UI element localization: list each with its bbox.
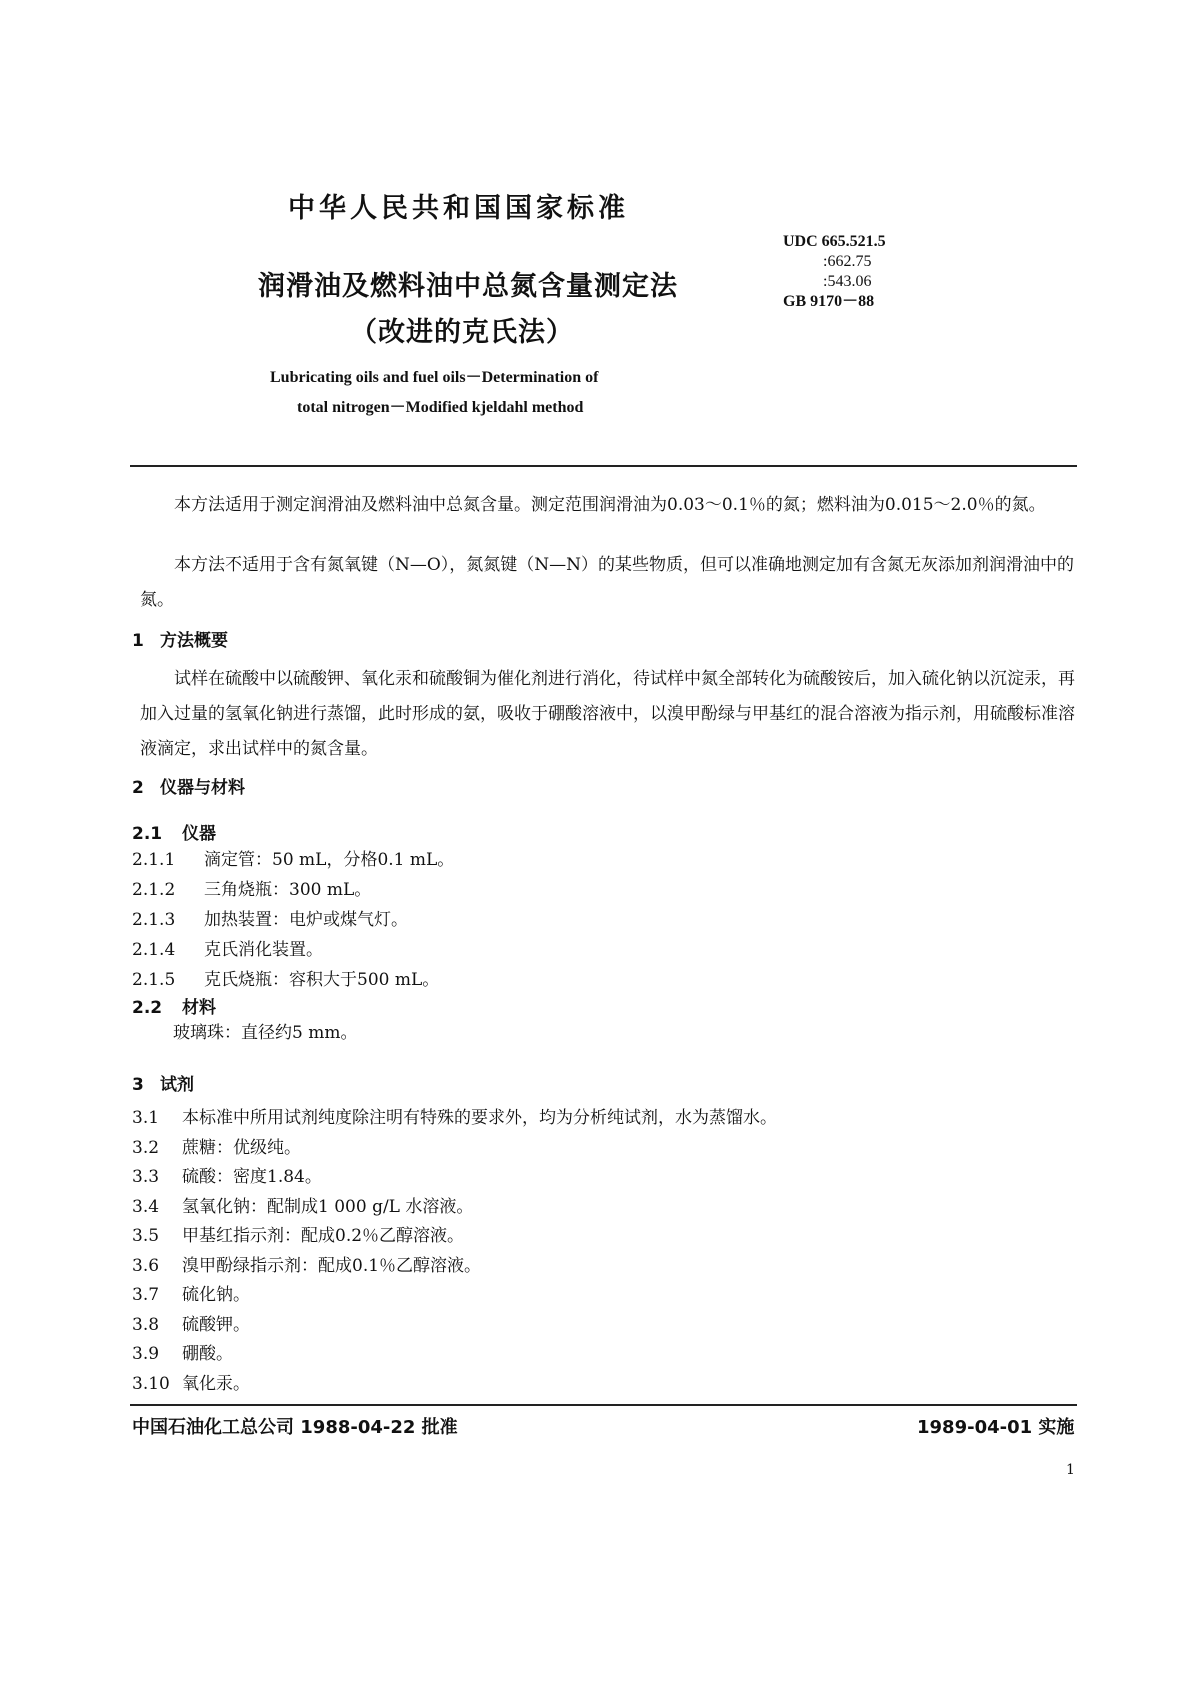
list-item: 3.3 硫酸：密度1.84。 <box>132 1167 322 1187</box>
section-2-2-number: 2.2 <box>132 998 163 1018</box>
udc-line-2: :662.75 <box>823 253 872 270</box>
section-2-1-heading <box>132 819 216 844</box>
reagent-list <box>132 1104 777 1399</box>
intro-paragraph-2: 本方法不适用于含有氮氧键（N—O），氮氮键（N—N）的某些物质，但可以准确地测定加有含氮无灰添加剂润滑油中的氮。 <box>140 555 1075 610</box>
list-item: 3.2 蔗糖：优级纯。 <box>132 1137 301 1158</box>
list-item: 3.5 甲基红指示剂：配成0.2％乙醇溶液。 <box>132 1226 465 1246</box>
english-title-line-1: Lubricating oils and fuel oils－Determination of <box>270 369 599 386</box>
section-1-heading <box>132 626 228 651</box>
section-3-title: 试剂 <box>160 1075 194 1095</box>
list-item: 3.7 硫化钠。 <box>132 1285 250 1305</box>
section-1-number: 1 <box>132 631 144 651</box>
section-3-heading <box>132 1070 194 1095</box>
section-1-text: 试样在硫酸中以硫酸钾、氧化汞和硫酸铜为催化剂进行消化，待试样中氮全部转化为硫酸铵后，加入硫化钠以沉淀汞，再加入过量的氢氧化钠进行蒸馏，此时形成的氨，吸收于硼酸溶液中，以溴甲酚绿与甲基红的混合溶液为指示剂，用硫酸标准溶液滴定，求出试样中的氮含量。 <box>140 669 1075 759</box>
list-item: 2.1.3 加热装置：电炉或煤气灯。 <box>132 910 408 930</box>
section-2-number: 2 <box>132 778 144 798</box>
page-number: 1 <box>1066 1462 1075 1478</box>
section-2-2-heading <box>132 993 216 1018</box>
section-1-title: 方法概要 <box>160 631 228 651</box>
list-item: 2.1.4 克氏消化装置。 <box>132 940 323 960</box>
section-2-1-number: 2.1 <box>132 824 163 844</box>
materials-text: 玻璃珠：直径约5 mm。 <box>173 1023 358 1043</box>
instrument-list <box>132 843 454 998</box>
list-item: 3.8 硫酸钾。 <box>132 1314 250 1335</box>
list-item: 2.1.1 滴定管：50 mL，分格0.1 mL。 <box>132 850 455 870</box>
list-item: 2.1.2 三角烧瓶：300 mL。 <box>132 880 372 900</box>
english-title-line-2: total nitrogen－Modified kjeldahl method <box>297 399 584 416</box>
list-item: 3.6 溴甲酚绿指示剂：配成0.1％乙醇溶液。 <box>132 1255 482 1276</box>
section-3-number: 3 <box>132 1075 144 1095</box>
udc-line-3: :543.06 <box>823 273 872 290</box>
implementation-line: 1989-04-01 实施 <box>917 1417 1075 1438</box>
list-item: 3.4 氢氧化钠：配制成1 000 g/L 水溶液。 <box>132 1196 474 1217</box>
section-2-title: 仪器与材料 <box>160 778 245 798</box>
title-divider <box>130 465 1077 467</box>
document-subtitle: （改进的克氏法） <box>350 317 574 348</box>
gb-code: GB 9170－88 <box>783 293 875 310</box>
udc-line-1: UDC 665.521.5 <box>783 233 886 250</box>
udc-block <box>783 232 886 312</box>
list-item: 3.9 硼酸。 <box>132 1344 233 1364</box>
approval-line: 中国石油化工总公司 1988-04-22 批准 <box>132 1417 458 1438</box>
footer-divider <box>130 1404 1077 1406</box>
section-2-heading <box>132 773 245 798</box>
list-item: 3.1 本标准中所用试剂纯度除注明有特殊的要求外，均为分析纯试剂，水为蒸馏水。 <box>132 1108 777 1128</box>
section-2-1-title: 仪器 <box>182 824 216 844</box>
list-item: 2.1.5 克氏烧瓶：容积大于500 mL。 <box>132 970 440 990</box>
section-2-2-title: 材料 <box>182 998 216 1018</box>
national-standard-heading: 中华人民共和国国家标准 <box>288 193 629 224</box>
list-item: 3.10 氧化汞。 <box>132 1373 250 1394</box>
document-title: 润滑油及燃料油中总氮含量测定法 <box>258 271 678 302</box>
intro-paragraph-1: 本方法适用于测定润滑油及燃料油中总氮含量。测定范围润滑油为0.03～0.1％的氮；燃料油为0.015～2.0％的氮。 <box>174 495 1046 515</box>
